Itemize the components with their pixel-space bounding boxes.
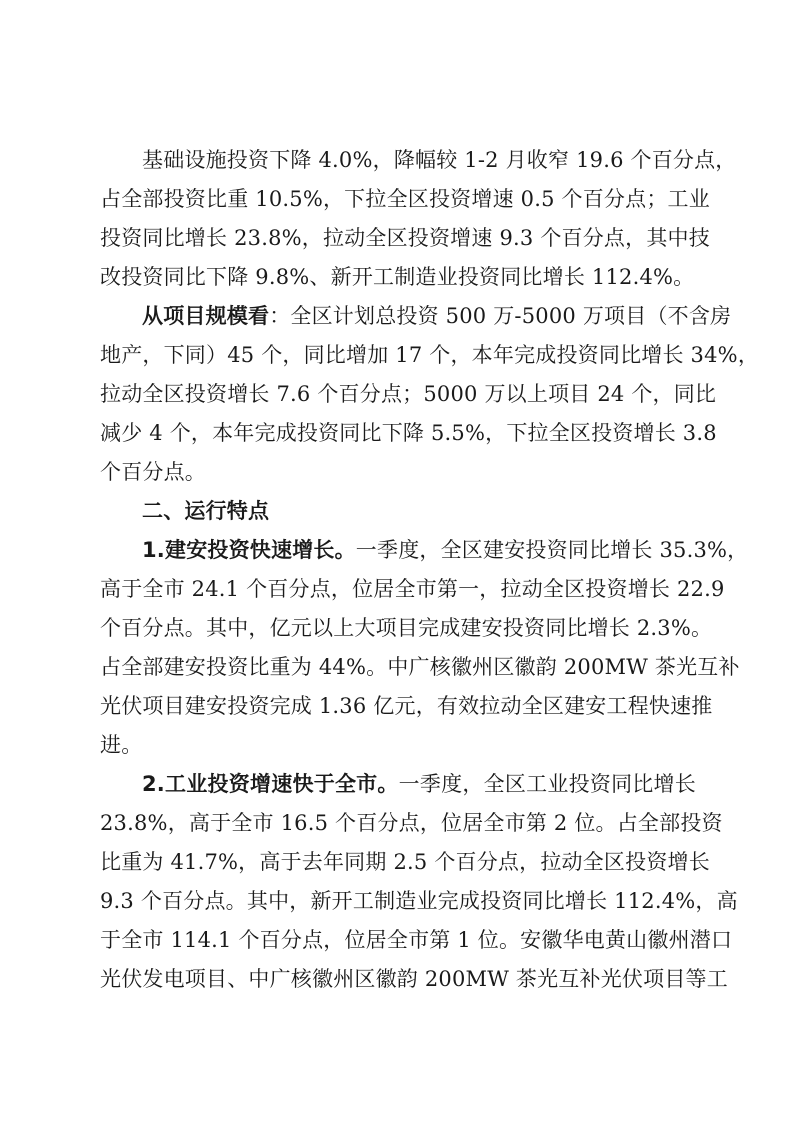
- paragraph-text: 一季度，全区建安投资同比增长 35.3%，: [355, 538, 749, 562]
- paragraph-line: 于全市 114.1 个百分点，位居全市第 1 位。安徽华电黄山徽州潜口: [100, 928, 733, 952]
- paragraph-line: 投资同比增长 23.8%，拉动全区投资增速 9.3 个百分点，其中技: [100, 226, 710, 250]
- section-heading: 二、运行特点: [142, 499, 270, 523]
- paragraph-line: 减少 4 个，本年完成投资同比下降 5.5%，下拉全区投资增长 3.8: [100, 421, 717, 445]
- paragraph-line: 个百分点。其中，亿元以上大项目完成建安投资同比增长 2.3%。: [100, 616, 713, 640]
- paragraph-line: 拉动全区投资增长 7.6 个百分点；5000 万以上项目 24 个，同比: [100, 382, 717, 406]
- paragraph-line: 基础设施投资下降 4.0%，降幅较 1-2 月收窄 19.6 个百分点，: [142, 148, 737, 172]
- paragraph-line: 个百分点。: [100, 460, 206, 484]
- paragraph-line: 9.3 个百分点。其中，新开工制造业完成投资同比增长 112.4%，高: [100, 889, 738, 913]
- paragraph-lead: 从项目规模看: [142, 304, 270, 328]
- paragraph-lead: 2.工业投资增速快于全市。: [142, 772, 399, 796]
- paragraph-text: 一季度，全区工业投资同比增长: [398, 772, 696, 796]
- paragraph-text: ：全区计划总投资 500 万-5000 万项目（不含房: [269, 304, 732, 328]
- paragraph-line: 光伏项目建安投资完成 1.36 亿元，有效拉动全区建安工程快速推: [100, 694, 713, 718]
- paragraph-line: 进。: [100, 733, 143, 757]
- paragraph-line: 占全部投资比重 10.5%，下拉全区投资增速 0.5 个百分点；工业: [100, 187, 710, 211]
- paragraph-line: 改投资同比下降 9.8%、新开工制造业投资同比增长 112.4%。: [100, 265, 695, 289]
- paragraph-line: 占全部建安投资比重为 44%。中广核徽州区徽韵 200MW 茶光互补: [100, 655, 740, 679]
- paragraph-line: 地产，下同）45 个，同比增加 17 个，本年完成投资同比增长 34%，: [100, 343, 760, 367]
- paragraph-line: [100, 299, 732, 333]
- paragraph-line: 光伏发电项目、中广核徽州区徽韵 200MW 茶光互补光伏项目等工: [100, 967, 728, 991]
- paragraph-line: 比重为 41.7%，高于去年同期 2.5 个百分点，拉动全区投资增长: [100, 850, 710, 874]
- paragraph-line: [100, 767, 696, 801]
- paragraph-line: 高于全市 24.1 个百分点，位居全市第一，拉动全区投资增长 22.9: [100, 577, 725, 601]
- paragraph-line: [100, 533, 749, 567]
- paragraph-line: 23.8%，高于全市 16.5 个百分点，位居全市第 2 位。占全部投资: [100, 811, 723, 835]
- paragraph-lead: 1.建安投资快速增长。: [142, 538, 356, 562]
